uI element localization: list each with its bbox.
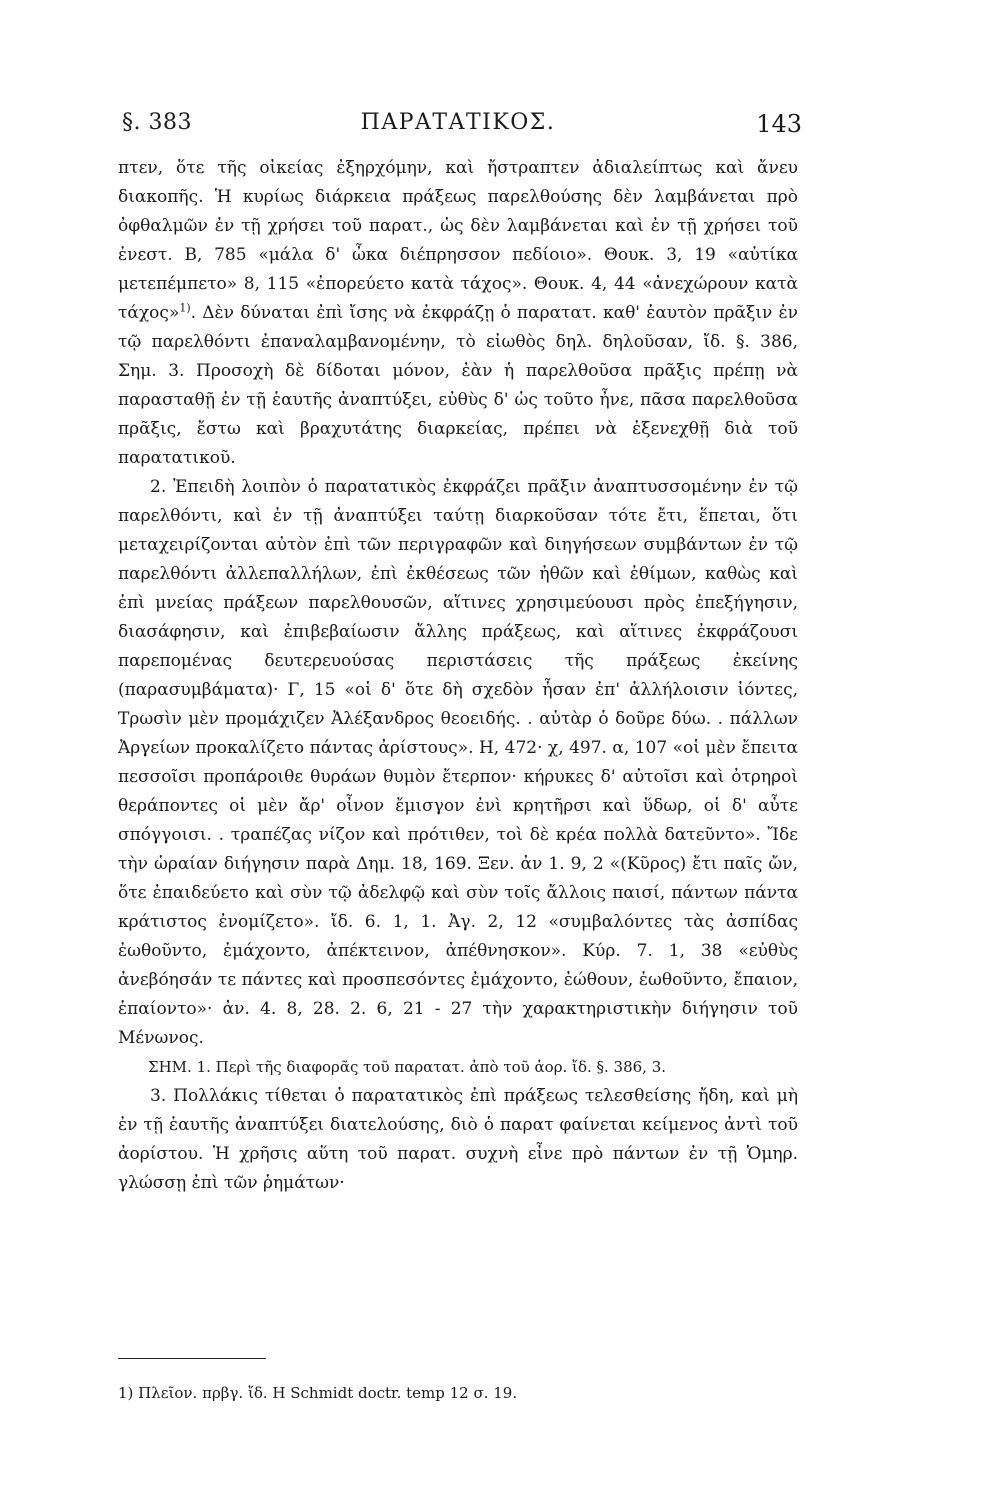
book-page: [118, 100, 802, 1198]
paragraph-1-continued: . Δὲν δύναται ἐπὶ ἴσης νὰ ἐκφράζῃ ὁ παρατατ. καθ' ἑαυτὸν πρᾶξιν ἐν τῷ παρελθόντι ἐπαναλαμβανομένην, τὸ εἰωθὸς δηλ. δηλοῦσαν, ἴδ. §. 386, Σημ. 3. Προσοχὴ δὲ δίδοται μόνον, ἐὰν ἡ παρελθοῦσα πρᾶξις πρέπῃ νὰ παρασταθῇ ἐν τῇ ἑαυτῆς ἀναπτύξει, εὐθὺς δ' ὡς τοῦτο ἦνε, πᾶσα παρελθοῦσα πρᾶξις, ἔστω καὶ βραχυτάτης διαρκείας, πρέπει νὰ ἐξενεχθῇ διὰ τοῦ παρατατικοῦ.: [118, 303, 798, 468]
paragraph-continuation: [118, 154, 798, 473]
section-number: §. 383: [122, 110, 192, 135]
remark-note: ΣΗΜ. 1. Περὶ τῆς διαφορᾶς τοῦ παρατατ. ἀπὸ τοῦ ἀορ. ἴδ. §. 386, 3.: [148, 1058, 667, 1076]
running-header: [118, 100, 802, 142]
paragraph-2: 2. Ἐπειδὴ λοιπὸν ὁ παρατατικὸς ἐκφράζει πρᾶξιν ἀναπτυσσομένην ἐν τῷ παρελθόντι, καὶ ἐν τῇ ἀναπτύξει ταύτῃ διαρκοῦσαν τότε ἔτι, ἕπεται, ὅτι μεταχειρίζονται αὐτὸν ἐπὶ τῶν περιγραφῶν καὶ διηγήσεων συμβάντων ἐν τῷ παρελθόντι ἀλλεπαλλήλων, ἐπὶ ἐκθέσεως τῶν ἠθῶν καὶ ἐθίμων, καθὼς καὶ ἐπὶ μνείας πράξεων παρελθουσῶν, αἵτινες χρησιμεύουσι πρὸς ἐπεξήγησιν, διασάφησιν, καὶ ἐπιβεβαίωσιν ἄλλης πράξεως, καὶ αἵτινες ἐκφράζουσι παρεπομένας δευτερευούσας περιστάσεις τῆς πράξεως ἐκείνης (παρασυμβάματα)· Γ, 15 «οἱ δ' ὅτε δὴ σχεδὸν ἦσαν ἐπ' ἀλλήλοισιν ἰόντες, Τρωσὶν μὲν προμάχιζεν Ἀλέξανδρος θεοειδής. . αὐτὰρ ὁ δοῦρε δύω. . πάλλων Ἀργείων προκαλίζετο πάντας ἀρίστους». Η, 472· χ, 497. α, 107 «οἱ μὲν ἔπειτα πεσσοῖσι προπάροιθε θυράων θυμὸν ἔτερπον· κήρυκες δ' αὐτοῖσι καὶ ὀτρηροὶ θεράποντες οἱ μὲν ἄρ' οἶνον ἔμισγον ἐνὶ κρητῆρσι καὶ ὕδωρ, οἱ δ' αὖτε σπόγγοισι. . τραπέζας νίζον καὶ πρότιθεν, τοὶ δὲ κρέα πολλὰ δατεῦντο». Ἴδε τὴν ὡραίαν διήγησιν παρὰ Δημ. 18, 169. Ξεν. ἀν 1. 9, 2 «(Κῦρος) ἔτι παῖς ὤν, ὅτε ἐπαιδεύετο καὶ σὺν τῷ ἀδελφῷ καὶ σὺν τοῖς ἄλλοις παισί, πάντων πάντα κράτιστος ἐνομίζετο». ἴδ. 6. 1, 1. Ἀγ. 2, 12 «συμβαλόντες τὰς ἀσπίδας ἐωθοῦντο, ἐμάχοντο, ἀπέκτεινον, ἀπέθνησκον». Κύρ. 7. 1, 38 «εὐθὺς ἀνεβόησάν τε πάντες καὶ προσπεσόντες ἐμάχοντο, ἐώθουν, ἐωθοῦντο, ἔπαιον, ἐπαίοντο»· ἀν. 4. 8, 28. 2. 6, 21 - 27 τὴν χαρακτηριστικὴν διήγησιν τοῦ Μένωνος.: [118, 477, 798, 1048]
page-body: [118, 154, 798, 1198]
footnote: 1) Πλεῖον. πρβγ. ἴδ. H Schmidt doctr. temp 12 σ. 19.: [118, 1384, 518, 1402]
running-title: ΠΑΡΑΤΑΤΙΚΟΣ.: [360, 110, 556, 135]
page-number: 143: [756, 110, 802, 138]
paragraph-1-text: πτεν, ὅτε τῆς οἰκείας ἐξηρχόμην, καὶ ἤστραπτεν ἀδιαλείπτως καὶ ἄνευ διακοπῆς. Ἡ κυρίως διάρκεια πράξεως παρελθούσης δὲν λαμβάνεται πρὸ ὀφθαλμῶν ἐν τῇ χρήσει τοῦ παρατ., ὡς δὲν λαμβάνεται καὶ ἐν τῇ χρήσει τοῦ ἐνεστ. Β, 785 «μάλα δ' ὦκα διέπρησσον πεδίοιο». Θουκ. 3, 19 «αὐτίκα μετεπέμπετο» 8, 115 «ἐπορεύετο κατὰ τάχος». Θουκ. 4, 44 «ἀνεχώρουν κατὰ τάχος»: [118, 158, 798, 323]
footnote-reference: 1): [179, 301, 191, 315]
paragraph-3: 3. Πολλάκις τίθεται ὁ παρατατικὸς ἐπὶ πράξεως τελεσθείσης ἤδη, καὶ μὴ ἐν τῇ ἑαυτῆς ἀναπτύξει διατελούσης, διὸ ὁ παρατ φαίνεται κείμενος ἀντὶ τοῦ ἀορίστου. Ἡ χρῆσις αὕτη τοῦ παρατ. συχνὴ εἶνε πρὸ πάντων ἐν τῇ Ὁμηρ. γλώσσῃ ἐπὶ τῶν ῥημάτων·: [118, 1086, 798, 1193]
footnote-divider: [118, 1358, 266, 1359]
